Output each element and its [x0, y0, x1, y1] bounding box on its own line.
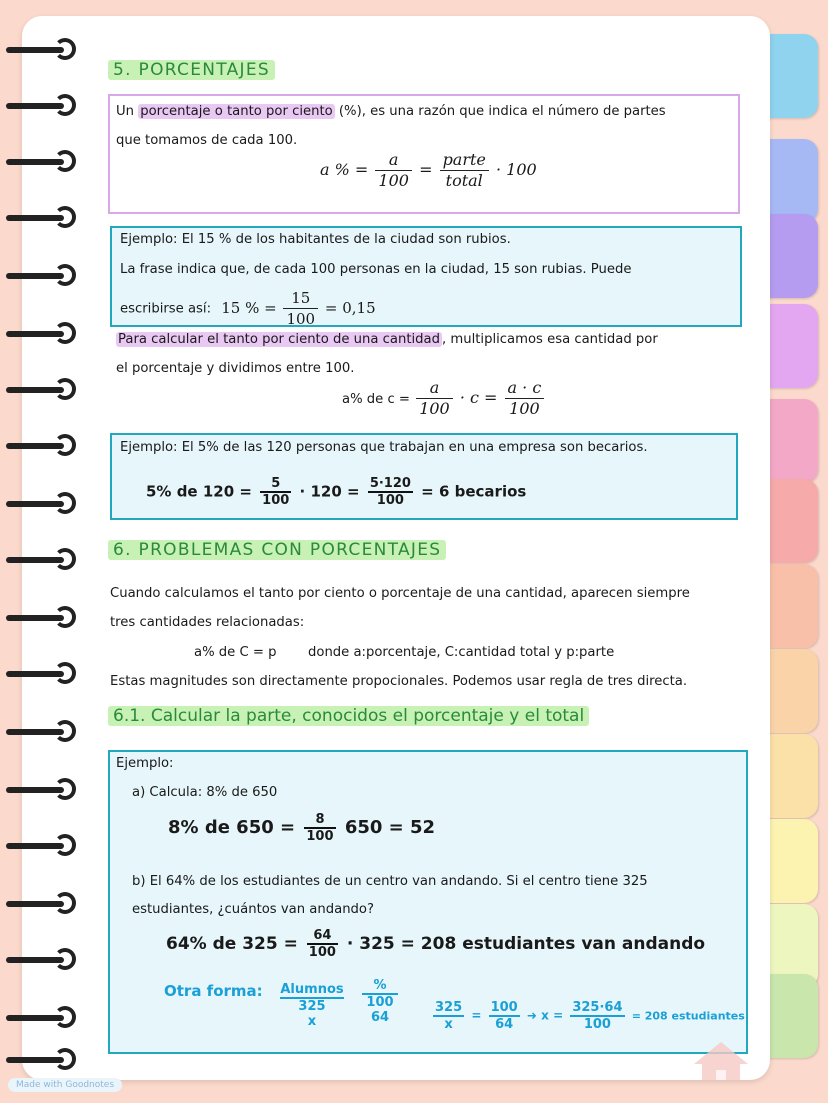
tab-7[interactable] [762, 564, 818, 648]
section-5-title: 5. PORCENTAJES [108, 60, 275, 80]
tab-12[interactable] [762, 974, 818, 1058]
ring [6, 490, 76, 516]
section-6-formula-legend: donde a:porcentaje, C:cantidad total y p:parte [308, 645, 615, 660]
tab-1[interactable] [762, 34, 818, 118]
example-2-line-1: Ejemplo: El 5% de las 120 personas que trabajan en una empresa son becarios. [120, 440, 648, 455]
subsection-6-1-title: 6.1. Calcular la parte, conocidos el porcentaje y el total [108, 706, 589, 726]
tab-9[interactable] [762, 734, 818, 818]
calc-line-2: el porcentaje y dividimos entre 100. [116, 361, 355, 376]
example-b-handwritten: 64% de 325 = $\frac{64}{100}$ · 325 = 208 estudiantes van andando [166, 928, 706, 960]
tab-4[interactable] [762, 304, 818, 388]
tab-8[interactable] [762, 649, 818, 733]
notebook-page [22, 16, 770, 1080]
example-1-line-1: Ejemplo: El 15 % de los habitantes de la ciudad son rubios. [120, 232, 511, 247]
tab-5[interactable] [762, 399, 818, 483]
section-6-formula: a% de C = p [194, 645, 277, 660]
ring [6, 262, 76, 288]
ring [6, 832, 76, 858]
example-1-line-3: escribirse así: 15 % = $\frac{15}{100}$ = 0,15 [120, 289, 376, 328]
tab-2[interactable] [762, 139, 818, 223]
section-6-paragraph-2: tres cantidades relacionadas: [110, 615, 305, 630]
calc-line-1: Para calcular el tanto por ciento de una cantidad , multiplicamos esa cantidad por [118, 332, 658, 347]
percent-formula: a % = $\frac{a}{100}$ = $\frac{\text{parte}}{\text{total}}$ · 100 [320, 150, 537, 190]
example-b-line-1: b) El 64% de los estudiantes de un centro van andando. Si el centro tiene 325 [132, 874, 648, 889]
home-icon[interactable] [690, 1038, 752, 1080]
goodnotes-logo: Made with Goodnotes [8, 1078, 122, 1092]
other-method-label: Otra forma: [164, 982, 263, 1000]
example-2-handwritten: 5% de 120 = $\frac{5}{100}$ · 120 = $\frac{5\cdot 120}{100}$ = 6 becarios [146, 476, 527, 508]
ring [6, 1004, 76, 1030]
ring [6, 376, 76, 402]
definition-line-2: que tomamos de cada 100. [116, 133, 298, 148]
example-a-handwritten: 8% de 650 = $\frac{8}{100}$ 650 = 52 [168, 812, 436, 844]
ring [6, 432, 76, 458]
ring [6, 204, 76, 230]
definition-line-1: Un porcentaje o tanto por ciento (%), es una razón que indica el número de partes [116, 104, 666, 119]
ring [6, 546, 76, 572]
ring [6, 890, 76, 916]
ring [6, 148, 76, 174]
ring [6, 92, 76, 118]
ring [6, 604, 76, 630]
example-a-text: a) Calcula: 8% de 650 [132, 785, 278, 800]
ring [6, 776, 76, 802]
rule-table-col-percent: % 100 64 [362, 978, 398, 1025]
proportion-equation: $\frac{325}{x}$ = $\frac{100}{64}$ ➜ x = $\frac{325\cdot 64}{100}$ = 208 estudiantes [435, 1000, 745, 1032]
ring [6, 320, 76, 346]
spiral-binding [0, 0, 90, 1103]
tab-3[interactable] [762, 214, 818, 298]
example-label: Ejemplo: [116, 756, 174, 771]
example-1-line-2: La frase indica que, de cada 100 personas en la ciudad, 15 son rubias. Puede [120, 262, 632, 277]
section-6-title: 6. PROBLEMAS CON PORCENTAJES [108, 540, 446, 560]
ring [6, 718, 76, 744]
tab-6[interactable] [762, 479, 818, 563]
section-6-paragraph-1: Cuando calculamos el tanto por ciento o porcentaje de una cantidad, aparecen siempre [110, 586, 690, 601]
tab-10[interactable] [762, 819, 818, 903]
rule-table-col-students: Alumnos 325 x [280, 982, 344, 1029]
ring [6, 1046, 76, 1072]
example-b-line-2: estudiantes, ¿cuántos van andando? [132, 902, 374, 917]
section-6-paragraph-4: Estas magnitudes son directamente propocionales. Podemos usar regla de tres directa. [110, 674, 688, 689]
ring [6, 36, 76, 62]
ring [6, 660, 76, 686]
ring [6, 946, 76, 972]
calc-formula: a% de c = $\frac{a}{100}$ · c = $\frac{a \cdot c}{100}$ [342, 378, 546, 419]
